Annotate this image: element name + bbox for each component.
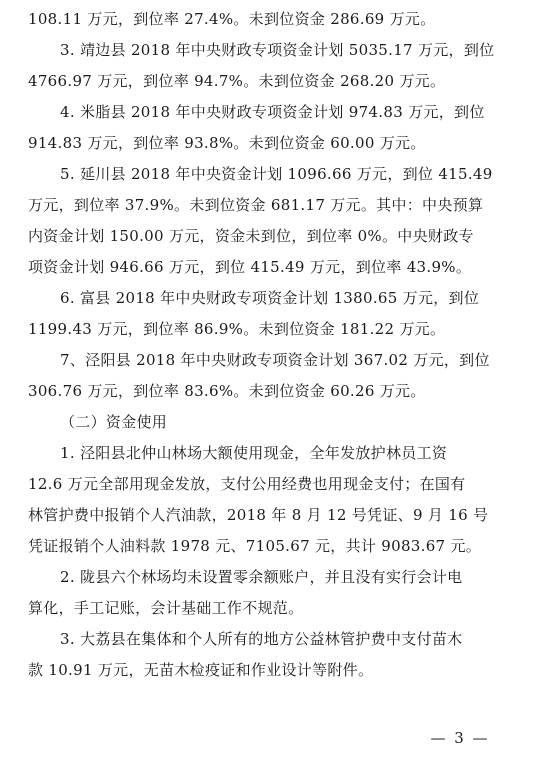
paragraph-usage-3-dali — [28, 624, 510, 686]
paragraph-item-4-mizhi — [28, 97, 510, 159]
text-line: 2. 陇县六个林场均未设置零余额账户，并且没有实行会计电 — [60, 568, 463, 586]
text-line: 4. 米脂县 2018 年中央财政专项资金计划 974.83 万元，到位 — [60, 103, 485, 121]
document-body — [28, 4, 510, 686]
text-line: 5. 延川县 2018 年中央资金计划 1096.66 万元，到位 415.49 — [60, 165, 493, 183]
paragraph-item-5-yanchuan — [28, 159, 510, 283]
paragraph-item-6-fuxian — [28, 283, 510, 345]
text-line: 914.83 万元，到位率 93.8%。未到位资金 60.00 万元。 — [28, 134, 426, 152]
text-line: 项资金计划 946.66 万元，到位 415.49 万元，到位率 43.9%。 — [28, 258, 472, 276]
text-line: 306.76 万元，到位率 83.6%。未到位资金 60.26 万元。 — [28, 382, 426, 400]
text-line: 内资金计划 150.00 万元，资金未到位，到位率 0%。中央财政专 — [28, 227, 474, 245]
paragraph-item-3-jingbian — [28, 35, 510, 97]
text-line: 算化，手工记账，会计基础工作不规范。 — [28, 599, 304, 617]
paragraph-item-2-continuation — [28, 4, 510, 35]
text-line: 7、泾阳县 2018 年中央财政专项资金计划 367.02 万元，到位 — [60, 351, 490, 369]
text-line: 4766.97 万元，到位率 94.7%。未到位资金 268.20 万元。 — [28, 72, 446, 90]
paragraph-usage-1-jingyang — [28, 438, 510, 562]
paragraph-item-7-jingyang — [28, 345, 510, 407]
text-line: 3. 靖边县 2018 年中央财政专项资金计划 5035.17 万元，到位 — [60, 41, 495, 59]
paragraph-usage-2-longxian — [28, 562, 510, 624]
text-line: 万元，到位率 37.9%。未到位资金 681.17 万元。其中：中央预算 — [28, 196, 484, 214]
text-line: 林管护费中报销个人汽油款，2018 年 8 月 12 号凭证、9 月 16 号 — [28, 506, 489, 524]
text-line: 1199.43 万元，到位率 86.9%。未到位资金 181.22 万元。 — [28, 320, 446, 338]
text-line: 凭证报销个人油料款 1978 元、7105.67 元，共计 9083.67 元。 — [28, 537, 482, 555]
page-number: — 3 — — [430, 729, 490, 747]
section-heading-fund-usage — [28, 407, 510, 438]
text-line: 108.11 万元，到位率 27.4%。未到位资金 286.69 万元。 — [28, 10, 436, 28]
text-line: 1. 泾阳县北仲山林场大额使用现金，全年发放护林员工资 — [60, 444, 448, 462]
section-heading: （二）资金使用 — [60, 413, 168, 431]
text-line: 12.6 万元全部用现金发放，支付公用经费也用现金支付；在国有 — [28, 475, 466, 493]
text-line: 款 10.91 万元，无苗木检疫证和作业设计等附件。 — [28, 661, 374, 679]
text-line: 3. 大荔县在集体和个人所有的地方公益林管护费中支付苗木 — [60, 630, 463, 648]
text-line: 6. 富县 2018 年中央财政专项资金计划 1380.65 万元，到位 — [60, 289, 480, 307]
